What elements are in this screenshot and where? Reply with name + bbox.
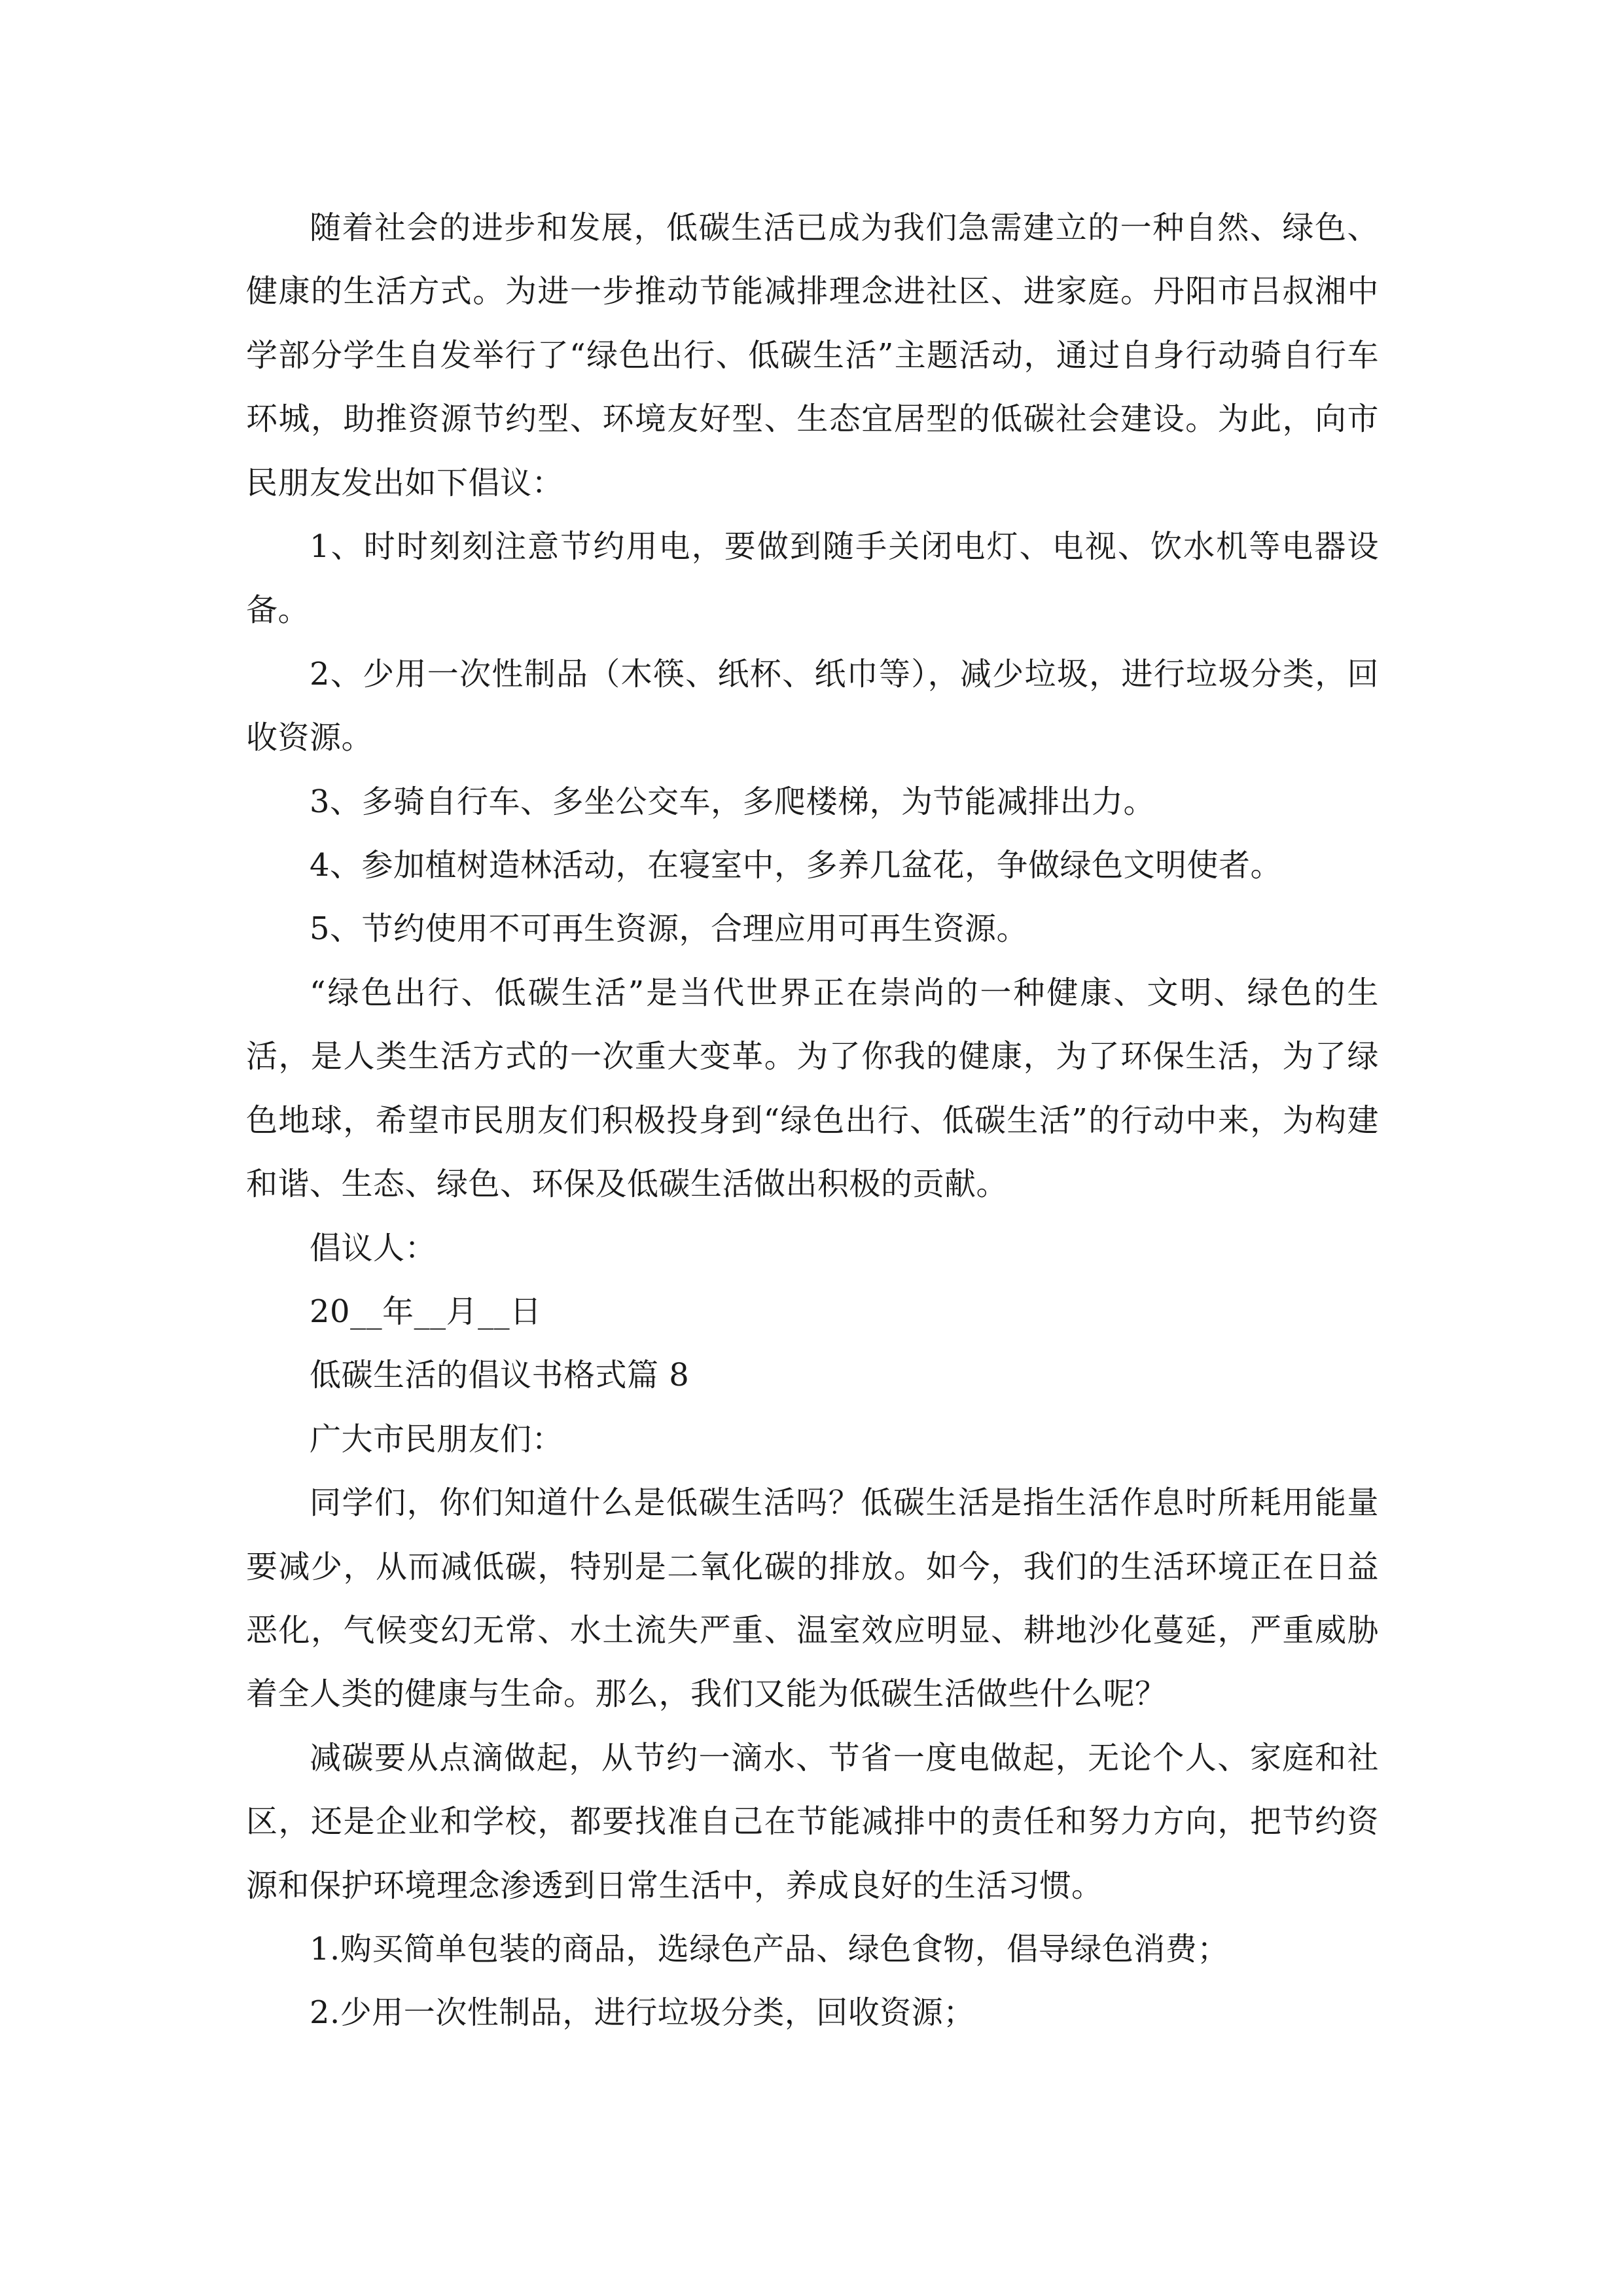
date-line: 20__年__月__日 [310,1293,542,1330]
paragraph-list-1: 1.购买简单包装的商品，选绿色产品、绿色食物，倡导绿色消费； [310,1930,1229,1967]
paragraph-item-1: 1、时时刻刻注意节约用电，要做到随手关闭电灯、电视、饮水机等电器设备。 [246,528,1379,629]
document-body [246,196,1379,2045]
section-title: 低碳生活的倡议书格式篇 8 [310,1357,690,1394]
paragraph-start-small: 减碳要从点滴做起，从节约一滴水、节省一度电做起，无论个人、家庭和社区，还是企业和学校，都要找准自己在节能减排中的责任和努力方向，把节约资源和保护环境理念渗透到日常生活中，养成良好的生活习惯。 [246,1739,1379,1904]
paragraph-item-4: 4、参加植树造林活动，在寝室中，多养几盆花，争做绿色文明使者。 [310,847,1283,884]
paragraph-item-3: 3、多骑自行车、多坐公交车，多爬楼梯，为节能减排出力。 [310,783,1156,820]
paragraph-list-2: 2.少用一次性制品，进行垃圾分类，回收资源； [310,1994,975,2032]
paragraph-what-is-low-carbon: 同学们，你们知道什么是低碳生活吗？低碳生活是指生活作息时所耗用能量要减少，从而减低碳，特别是二氧化碳的排放。如今，我们的生活环境正在日益恶化，气候变幻无常、水土流失严重、温室效应明显、耕地沙化蔓延，严重威胁着全人类的健康与生命。那么，我们又能为低碳生活做些什么呢？ [246,1484,1379,1713]
paragraph-item-2: 2、少用一次性制品（木筷、纸杯、纸巾等），减少垃圾，进行垃圾分类，回收资源。 [246,655,1379,757]
salutation: 广大市民朋友们： [310,1420,564,1458]
paragraph-intro: 随着社会的进步和发展，低碳生活已成为我们急需建立的一种自然、绿色、健康的生活方式。为进一步推动节能减排理念进社区、进家庭。丹阳市吕叔湘中学部分学生自发举行了“绿色出行、低碳生活”主题活动，通过自身行动骑自行车环城，助推资源节约型、环境友好型、生态宜居型的低碳社会建设。为此，向市民朋友发出如下倡议： [246,209,1379,501]
signature-label: 倡议人： [310,1229,437,1266]
paragraph-green-travel: “绿色出行、低碳生活”是当代世界正在崇尚的一种健康、文明、绿色的生活，是人类生活方式的一次重大变革。为了你我的健康，为了环保生活，为了绿色地球，希望市民朋友们积极投身到“绿色出行、低碳生活”的行动中来，为构建和谐、生态、绿色、环保及低碳生活做出积极的贡献。 [246,974,1379,1203]
paragraph-item-5: 5、节约使用不可再生资源，合理应用可再生资源。 [310,910,1029,948]
